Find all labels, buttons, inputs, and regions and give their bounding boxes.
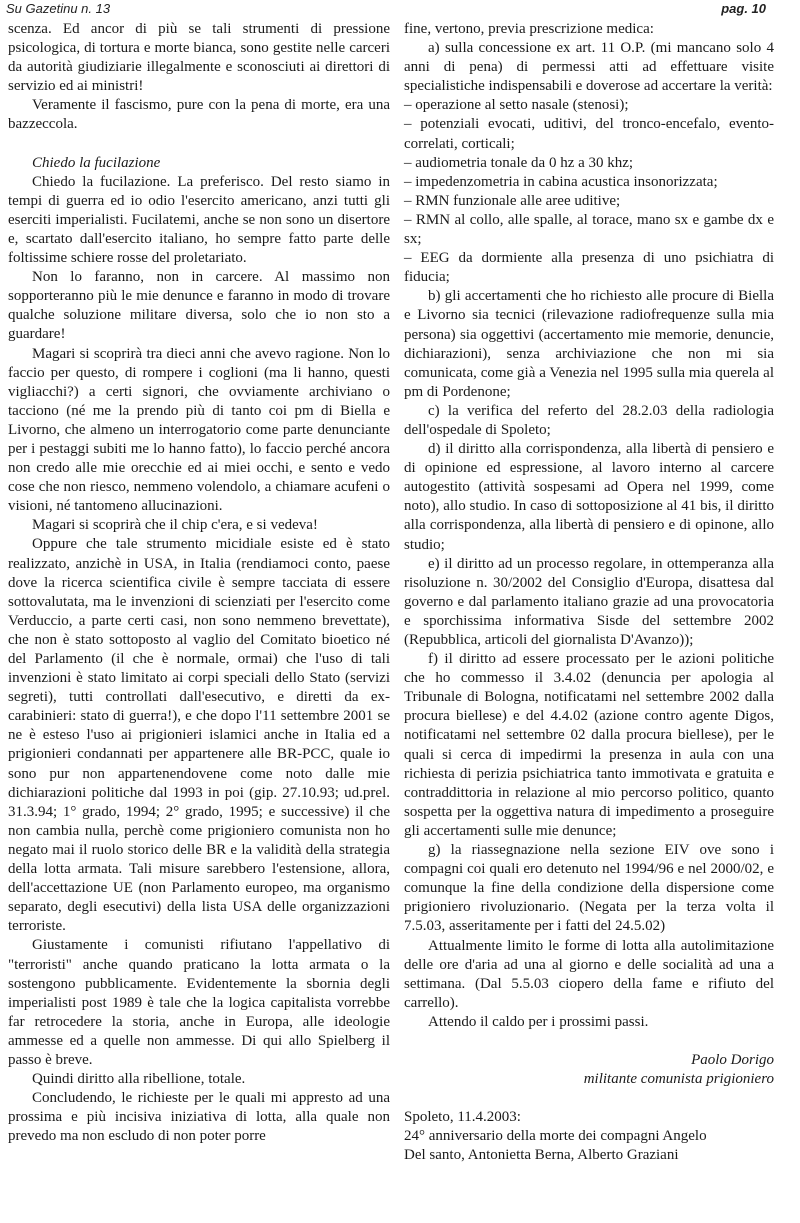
signature-title: militante comunista prigioniero — [583, 1071, 774, 1088]
paragraph: Non lo faranno, non in carcere. Al massimo non sopporteranno più le mie denunce e faranno in modo di trovare qualche soluzione militare diversa, solo che io non sto a guardare! — [8, 269, 390, 343]
request-item-b: b) gli accertamenti che ho richiesto alle procure di Biella e Livorno sia tecnici (rilevazione radiofrequenze sulla mia persona) sia oggettivi (accertamento mie memorie, denuncie, dichiarazioni), senza archiviazione che non mi sia comunicata, come già a Venezia nel 1995 sulla mia querela al pm di Pordenone; — [404, 288, 774, 400]
paragraph: Magari si scoprirà che il chip c'era, e si vedeva! — [32, 517, 318, 534]
request-item-c: c) la verifica del referto del 28.2.03 della radiologia dell'ospedale di Spoleto; — [404, 402, 774, 438]
request-item-a: a) sulla concessione ex art. 11 O.P. (mi mancano solo 4 anni di pena) di permessi atti ad effettuare visite specialistiche indispensabili e doverose ad accertare la verità: — [404, 40, 774, 95]
paragraph: Giustamente i comunisti rifiutano l'appellativo di "terroristi" anche quando praticano la lotta armata o la sostengono pubblicamente. Evidentemente la sbornia degli imperialisti post 1989 è tale che la logica capitalista vorrebbe far retrocedere la storia, anche in Europa, alle ideologie ammesse ed a quelle non ammesse. Di qui allo Spielberg il passo è breve. — [8, 937, 390, 1068]
exam-list-item: – potenziali evocati, uditivi, del tronco-encefalo, evento-correlati, corticali; — [404, 116, 774, 152]
anniversary-line: Del santo, Antonietta Berna, Alberto Graziani — [404, 1147, 679, 1164]
paragraph: Magari si scoprirà tra dieci anni che avevo ragione. Non lo faccio per questo, di rompere i coglioni (ma li hanno, questi vigliacchi?) a certi signori, che ovviamente archiviano o tacciono (né me la prendo più di tanto coi pm di Biella e Livorno, che almeno un interrogatorio come parte denunciante per i pestaggi subiti me lo hanno fatto), lo faccio perché ancora non credo alle mie orecchie ed ai miei occhi, e sento e vedo cose che non riesco, nemmeno volendolo, a chiamare acufeni o visioni, né tantomeno allucinazioni. — [8, 345, 390, 515]
spacer — [404, 1032, 774, 1051]
request-item-f: f) il diritto ad essere processato per le azioni politiche che ho commesso il 3.4.02 (denuncia per apologia al Tribunale di Bologna, notificatami nel settembre 2002 dalla procura biellese) e del 4.4.02 (azione contro agente Digos, notificatami nel settembre 02 dalla procura biellese), per le quali si cerca di impedirmi la presenza in aula con una richiesta di perizia psichiatrica tanto immotivata e gratuita e contraddittoria in relazione al mio percorso politico, quanto sospetta per la oggettiva natura di impedimento a proseguire gli accertamenti sulle mie denunce; — [404, 651, 774, 839]
section-heading: Chiedo la fucilazione — [32, 154, 161, 171]
left-column — [8, 20, 390, 1146]
paragraph: Veramente il fascismo, pure con la pena di morte, era una bazzeccola. — [8, 97, 390, 133]
exam-list-item: – audiometria tonale da 0 hz a 30 khz; — [404, 154, 634, 171]
spacer — [8, 135, 390, 154]
paragraph: fine, vertono, previa prescrizione medica: — [404, 21, 654, 37]
page-number: pag. 10 — [721, 1, 766, 16]
paragraph: Chiedo la fucilazione. La preferisco. Del resto siamo in tempi di guerra ed io odio l'esercito americano, anzi tutti gli eserciti imperialisti. Fucilatemi, anche se non sono un disertore e, scartato dall'esercito italiano, ho sempre fatto parte delle foltissime schiere rosse del proletariato. — [8, 173, 390, 267]
exam-list-item: – RMN funzionale alle aree uditive; — [404, 192, 621, 209]
paragraph: Attualmente limito le forme di lotta alla autolimitazione delle ore d'aria ad una al giorno e delle socialità ad una a settimana. (Dal 5.5.03 ciopero della fame e rifiuto del carrello). — [404, 937, 774, 1011]
request-item-d: d) il diritto alla corrispondenza, alla libertà di pensiero e di opinione ed espressione, al lavoro interno al carcere autogestito (attività sospesami ad Opera nel 1999, come noto), allo studio. In caso di sottoposizione al 41 bis, il diritto alla corrispondenza, alla libertà di pensiero e di opinone, allo studio; — [404, 441, 774, 553]
page-header — [0, 0, 800, 20]
paragraph: Attendo il caldo per i prossimi passi. — [428, 1013, 649, 1030]
exam-list-item: – operazione al setto nasale (stenosi); — [404, 97, 629, 114]
newsletter-issue-label: Su Gazetinu n. 13 — [6, 1, 111, 16]
paragraph: Oppure che tale strumento micidiale esiste ed è stato realizzato, anzichè in USA, in Italia (rendiamoci conto, paese dove la ricerca scientifica civile è sempre tacciata di essere sottovalutata, ma le invenzioni di scienziati per l'esercito come Verduccio, a parte certi casi, non sono nemmeno brevettate), che non è stato sottoposto al vaglio del Comitato bioetico né del Parlamento (il che è normale, ormai) che l'uso di tali invenzioni è stato limitato ai corpi speciali dello Stato (servizi segreti), tutti controllati dall'esecutivo, e diretti da ex-carabinieri: stato di guerra!), e che dopo l'11 settembre 2001 se ne è esteso l'uso ai prigionieri islamici anche in Italia ed a prigionieri condannati per appartenere alle BR-PCC, quale io sono pur non appartenendovene come noto dalle mie dichiarazioni politiche dal 1993 in poi (gip. 27.10.93; ud.prel. 31.3.94; 1° grado, 1994; 2° grado, 1995; e successive) il che non cambia nulla, perchè come prigioniero comunista non ho negato mai il ruolo storico delle BR e la validità della strategia della lotta armata. Tali misure sarebbero l'estensione, allora, dell'accettazione UE (non Parlamento europeo, ma organismo separato, degli esecutivi) della lista USA delle organizzazioni terroriste. — [8, 536, 390, 935]
exam-list-item: – RMN al collo, alle spalle, al torace, mano sx e gambe dx e sx; — [404, 211, 774, 248]
spacer — [404, 1089, 774, 1108]
paragraph: scenza. Ed ancor di più se tali strumenti di pressione psicologica, di tortura e morte bianca, sono gestite nelle carceri da autorità giudiziarie illegalmente e sconosciuti ai direttori di servizio ed ai ministri! — [8, 21, 390, 95]
exam-list-item: – impedenzometria in cabina acustica insonorizzata; — [404, 173, 718, 190]
paragraph: Quindi diritto alla ribellione, totale. — [32, 1071, 246, 1088]
paragraph: Concludendo, le richieste per le quali mi appresto ad una prossima e più incisiva iniziativa di lotta, alla quale non prevedo ma non escludo di non poter porre — [8, 1090, 390, 1145]
request-item-e: e) il diritto ad un processo regolare, in ottemperanza alla risoluzione n. 30/2002 del Consiglio d'Europa, disattesa dal governo e dal parlamento italiano grazie ad una provocatoria e sporchissima informativa Sisde del settembre 2002 (Repubblica, articoli del giornalista D'Avanzo)); — [404, 555, 774, 648]
anniversary-line: 24° anniversario della morte dei compagni Angelo — [404, 1128, 707, 1145]
exam-list-item: – EEG da dormiente alla presenza di uno psichiatra di fiducia; — [404, 250, 774, 286]
dateline-block — [404, 1108, 774, 1165]
signature-name: Paolo Dorigo — [691, 1051, 774, 1068]
right-column — [404, 20, 774, 1165]
request-item-g: g) la riassegnazione nella sezione EIV ove sono i compagni coi quali ero detenuto nel 1994/96 e nel 2000/02, e comunque la fine della condizione della dispersione come prigioniero rivoluzionario. (Negata per la terza volta il 7.5.03, asseritamente per i fatti del 24.5.02) — [404, 842, 774, 935]
place-date: Spoleto, 11.4.2003: — [404, 1109, 521, 1126]
